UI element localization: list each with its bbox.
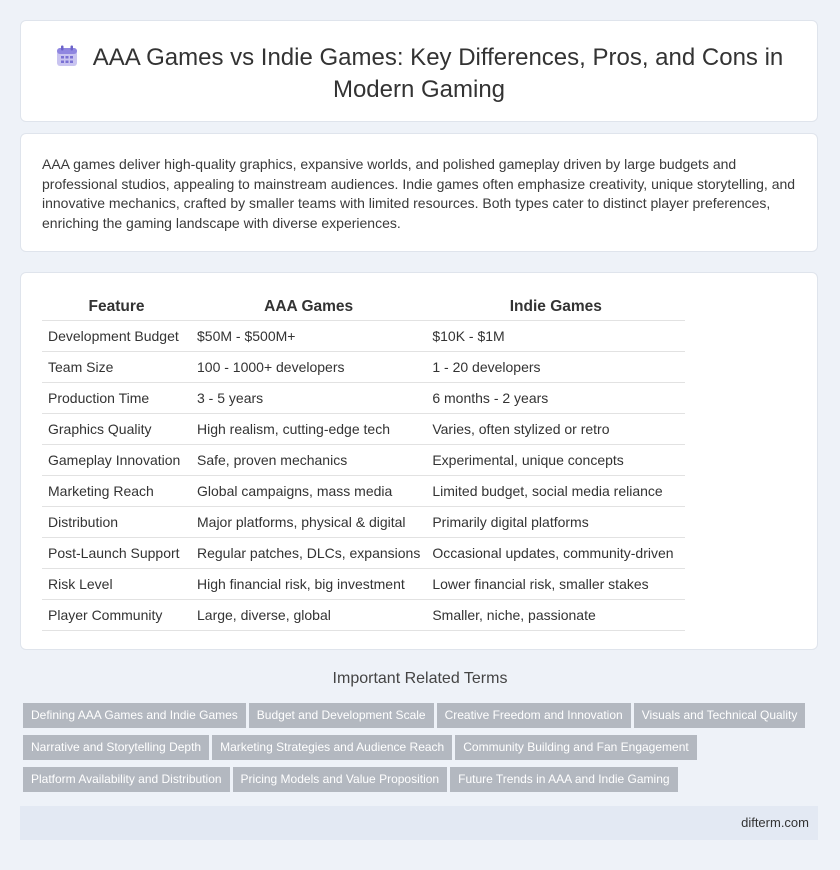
related-terms-title: Important Related Terms [332, 670, 508, 687]
intro-card [20, 133, 818, 252]
indie-cell: Varies, often stylized or retro [426, 414, 685, 445]
table-row [42, 445, 685, 476]
table-row [42, 476, 685, 507]
feature-cell: Gameplay Innovation [42, 445, 191, 476]
table-row [42, 569, 685, 600]
indie-cell: Occasional updates, community-driven [426, 538, 685, 569]
related-term-tag[interactable]: Defining AAA Games and Indie Games [23, 703, 246, 728]
related-term-tag[interactable]: Community Building and Fan Engagement [455, 735, 696, 760]
aaa-cell: High realism, cutting-edge tech [191, 414, 426, 445]
title-card [20, 20, 818, 122]
aaa-cell: Large, diverse, global [191, 600, 426, 631]
feature-cell: Graphics Quality [42, 414, 191, 445]
related-terms-row [23, 703, 823, 728]
aaa-cell: 3 - 5 years [191, 383, 426, 414]
table-row [42, 538, 685, 569]
comparison-card [20, 272, 818, 650]
footer-site-link[interactable]: difterm.com [741, 815, 809, 830]
aaa-cell: Safe, proven mechanics [191, 445, 426, 476]
feature-cell: Team Size [42, 352, 191, 383]
feature-cell: Post-Launch Support [42, 538, 191, 569]
indie-cell: 1 - 20 developers [426, 352, 685, 383]
aaa-cell: $50M - $500M+ [191, 321, 426, 352]
feature-cell: Production Time [42, 383, 191, 414]
intro-text: AAA games deliver high-quality graphics, expansive worlds, and polished gameplay driven by large budgets and professional studios, appealing to mainstream audiences. Indie games often emphasize creativity, unique storytelling, and innovative mechanics, crafted by smaller teams with limited resources. Both types cater to distinct player preferences, enriching the gaming landscape with diverse experiences. [42, 156, 796, 231]
related-terms-row [23, 735, 823, 760]
aaa-cell: High financial risk, big investment [191, 569, 426, 600]
indie-cell: Lower financial risk, smaller stakes [426, 569, 685, 600]
feature-cell: Marketing Reach [42, 476, 191, 507]
table-row [42, 600, 685, 631]
feature-cell: Player Community [42, 600, 191, 631]
feature-cell: Distribution [42, 507, 191, 538]
related-term-tag[interactable]: Visuals and Technical Quality [634, 703, 806, 728]
aaa-cell: Global campaigns, mass media [191, 476, 426, 507]
indie-cell: Smaller, niche, passionate [426, 600, 685, 631]
related-term-tag[interactable]: Marketing Strategies and Audience Reach [212, 735, 452, 760]
aaa-cell: 100 - 1000+ developers [191, 352, 426, 383]
related-term-tag[interactable]: Pricing Models and Value Proposition [233, 767, 448, 792]
feature-cell: Risk Level [42, 569, 191, 600]
table-row [42, 414, 685, 445]
related-term-tag[interactable]: Budget and Development Scale [249, 703, 434, 728]
feature-cell: Development Budget [42, 321, 191, 352]
header-indie: Indie Games [426, 293, 685, 321]
comparison-table [42, 293, 685, 631]
footer [20, 806, 818, 840]
indie-cell: Experimental, unique concepts [426, 445, 685, 476]
table-row [42, 507, 685, 538]
aaa-cell: Regular patches, DLCs, expansions [191, 538, 426, 569]
related-term-tag[interactable]: Creative Freedom and Innovation [437, 703, 631, 728]
indie-cell: $10K - $1M [426, 321, 685, 352]
related-term-tag[interactable]: Future Trends in AAA and Indie Gaming [450, 767, 677, 792]
title-line-2: Modern Gaming [332, 76, 506, 103]
page-title [21, 43, 817, 104]
related-terms-row [23, 767, 823, 792]
table-header-row [42, 293, 685, 321]
header-feature: Feature [42, 293, 191, 321]
table-row [42, 352, 685, 383]
indie-cell: Primarily digital platforms [426, 507, 685, 538]
related-term-tag[interactable]: Platform Availability and Distribution [23, 767, 230, 792]
indie-cell: Limited budget, social media reliance [426, 476, 685, 507]
related-term-tag[interactable]: Narrative and Storytelling Depth [23, 735, 209, 760]
header-aaa: AAA Games [191, 293, 426, 321]
aaa-cell: Major platforms, physical & digital [191, 507, 426, 538]
indie-cell: 6 months - 2 years [426, 383, 685, 414]
table-row [42, 383, 685, 414]
table-row [42, 321, 685, 352]
title-line-1: AAA Games vs Indie Games: Key Differences, Pros, and Cons in [92, 44, 784, 71]
calendar-icon [55, 44, 79, 75]
